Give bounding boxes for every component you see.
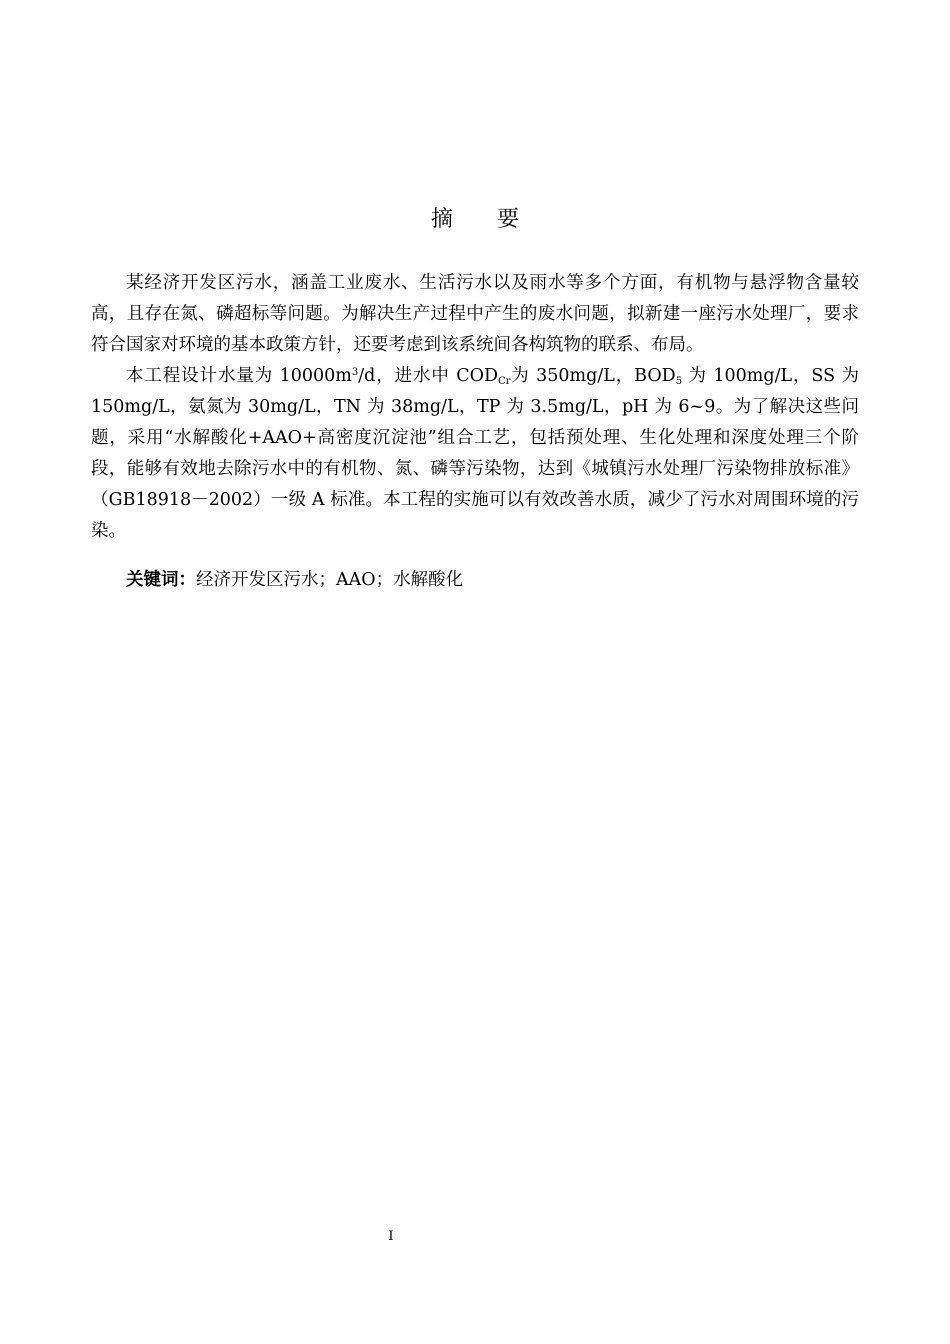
p2-subscript-cr: Cr — [497, 376, 511, 387]
title-char-right: 要 — [497, 207, 520, 232]
abstract-paragraph-2 — [91, 361, 859, 547]
p2-superscript-3: 3 — [351, 367, 359, 378]
p2-part3: 为 350mg/L，BOD — [510, 366, 676, 386]
p2-part1: 本工程设计水量为 10000m — [126, 366, 352, 386]
title-char-left: 摘 — [430, 207, 453, 232]
keywords-line — [91, 565, 859, 596]
p2-part4: 为 100mg/L，SS 为 150mg/L，氨氮为 30mg/L，TN 为 38mg/L，TP 为 3.5mg/L，pH 为 6~9。为了解决这些问题，采用“水解酸化+AAO+高密度沉淀池”组合工艺，包括预处理、生化处理和深度处理三个阶段，能够有效地去除污水中的有机物、氮、磷等污染物，达到《城镇污水处理厂污染物排放标准》（GB18918－2002）一级 A 标准。本工程的实施可以有效改善水质，减少了污水对周围环境的污染。 — [91, 366, 860, 541]
p2-part2: /d，进水中 COD — [358, 366, 498, 386]
abstract-paragraph-1: 某经济开发区污水，涵盖工业废水、生活污水以及雨水等多个方面，有机物与悬浮物含量较高，且存在氮、磷超标等问题。为解决生产过程中产生的废水问题，拟新建一座污水处理厂，要求符合国家对环境的基本政策方针，还要考虑到该系统间各构筑物的联系、布局。 — [91, 273, 859, 355]
page-number: I — [388, 1229, 394, 1244]
page-title — [0, 204, 950, 236]
keywords-label: 关键词： — [126, 570, 196, 590]
keywords-value: 经济开发区污水；AAO；水解酸化 — [196, 570, 464, 590]
p2-subscript-5: 5 — [675, 376, 683, 387]
abstract-body — [91, 268, 859, 547]
